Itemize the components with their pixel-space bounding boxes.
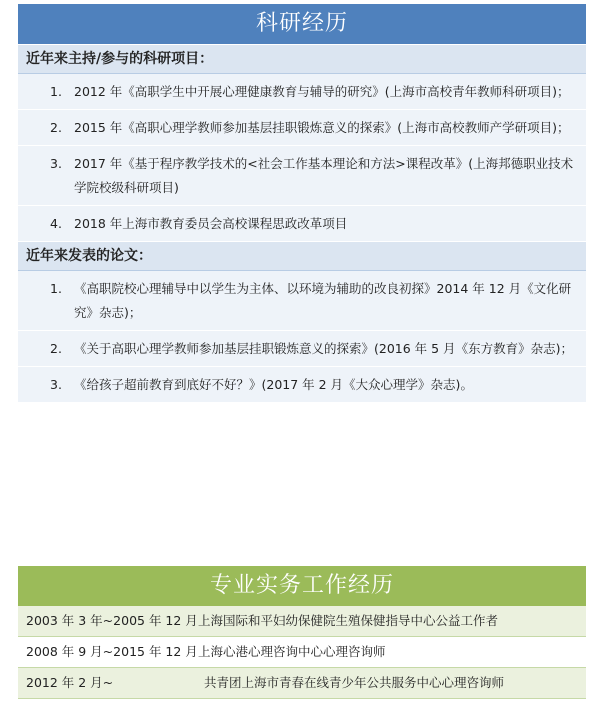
list-item <box>18 206 586 241</box>
list-item <box>18 367 586 402</box>
list-text: 2017 年《基于程序教学技术的<社会工作基本理论和方法>课程改革》(上海邦德职业技术学院校级科研项目) <box>74 156 574 195</box>
list-number: 4. <box>50 216 62 231</box>
work-desc: 共青团上海市青春在线青少年公共服务中心心理咨询师 <box>204 675 505 690</box>
papers-list <box>18 271 586 402</box>
work-date: 2003 年 3 年~2005 年 12 月 <box>26 613 198 628</box>
research-title: 科研经历 <box>18 4 586 44</box>
work-desc: 上海心港心理咨询中心心理咨询师 <box>198 644 386 659</box>
list-text: 《关于高职心理学教师参加基层挂职锻炼意义的探索》(2016 年 5 月《东方教育》杂志)； <box>74 341 573 356</box>
work-row <box>18 606 586 637</box>
list-number: 2. <box>50 341 62 356</box>
list-item <box>18 146 586 206</box>
papers-heading: 近年来发表的论文： <box>18 241 586 271</box>
projects-heading: 近年来主持/参与的科研项目： <box>18 44 586 74</box>
list-number: 3. <box>50 156 62 171</box>
list-number: 2. <box>50 120 62 135</box>
list-text: 《高职院校心理辅导中以学生为主体、以环境为辅助的改良初探》2014 年 12 月《文化研究》杂志)； <box>74 281 572 320</box>
list-item <box>18 74 586 110</box>
projects-list <box>18 74 586 241</box>
list-text: 2018 年上海市教育委员会高校课程思政改革项目 <box>74 216 348 231</box>
work-date: 2008 年 9 月~2015 年 12 月 <box>26 644 198 659</box>
list-text: 2015 年《高职心理学教师参加基层挂职锻炼意义的探索》(上海市高校教师产学研项目)； <box>74 120 570 135</box>
work-date: 2012 年 2 月~ <box>26 675 114 690</box>
work-row <box>18 637 586 668</box>
list-text: 2012 年《高职学生中开展心理健康教育与辅导的研究》(上海市高校青年教师科研项目)； <box>74 84 570 99</box>
work-title: 专业实务工作经历 <box>18 566 586 606</box>
list-item <box>18 331 586 367</box>
work-section <box>18 566 586 699</box>
list-number: 3. <box>50 377 62 392</box>
work-desc: 上海国际和平妇幼保健院生殖保健指导中心公益工作者 <box>198 613 499 628</box>
list-item <box>18 110 586 146</box>
list-number: 1. <box>50 281 62 296</box>
list-number: 1. <box>50 84 62 99</box>
work-row <box>18 668 586 699</box>
list-item <box>18 271 586 331</box>
list-text: 《给孩子超前教育到底好不好？》(2017 年 2 月《大众心理学》杂志)。 <box>74 377 473 392</box>
research-section <box>18 4 586 488</box>
